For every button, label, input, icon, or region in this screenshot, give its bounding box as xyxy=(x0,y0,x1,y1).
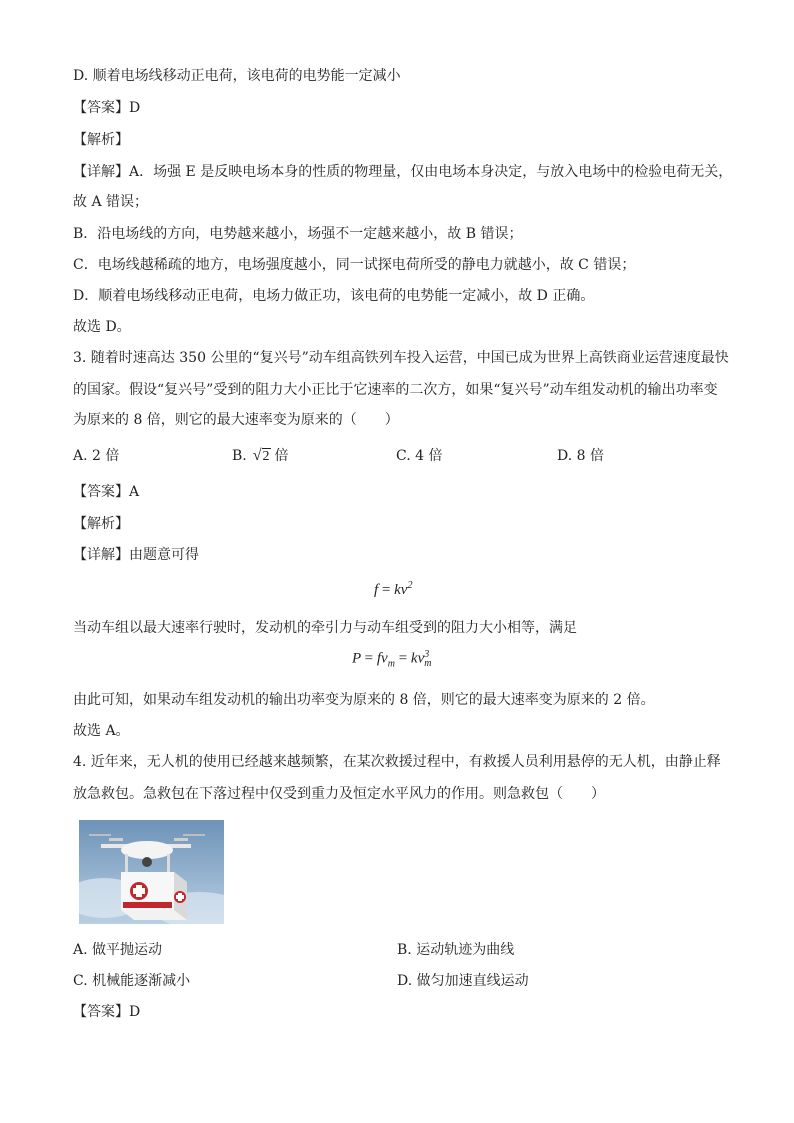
detail-line: B．沿电场线的方向，电势越来越小，场强不一定越来越小，故 B 错误； xyxy=(73,226,523,242)
q3-option-c: C. 4 倍 xyxy=(396,448,443,464)
eq-symbol: f xyxy=(374,582,379,598)
eq-symbol: fv xyxy=(376,650,388,667)
question-3-text: 为原来的 8 倍，则它的最大速率变为原来的（ ） xyxy=(73,412,399,428)
conclusion-line: 故选 D。 xyxy=(73,319,131,335)
eq-symbol: P xyxy=(352,650,361,667)
equation-power: $P = fv_m$ = kv 3 m xyxy=(352,649,432,670)
detail-line: 【详解】A．场强 E 是反映电场本身的性质的物理量，仅由电场本身决定，与放入电场中的检验电荷无关， xyxy=(73,164,733,180)
detail-line: C．电场线越稀疏的地方，电场强度越小，同一试探电荷所受的静电力就越小，故 C 错误； xyxy=(73,257,636,273)
question-3-text: 的国家。假设“复兴号”受到的阻力大小正比于它速率的二次方，如果“复兴号”动车组发动机的输出功率变 xyxy=(73,382,718,398)
eq-exponent: 2 xyxy=(407,580,413,591)
q4-option-b: B. 运动轨迹为曲线 xyxy=(397,942,515,958)
eq-exponent: 3 xyxy=(424,649,430,660)
eq-symbol: kv xyxy=(410,650,425,667)
option-d-line: D. 顺着电场线移动正电荷，该电荷的电势能一定减小 xyxy=(73,68,401,84)
question-4-text: 4. 近年来，无人机的使用已经越来越频繁，在某次救援过程中，有救援人员利用悬停的无人机，由静止释 xyxy=(73,754,721,770)
detail-line: 由此可知，如果动车组发动机的输出功率变为原来的 8 倍，则它的最大速率变为原来的 2 倍。 xyxy=(73,692,655,708)
sqrt-symbol: √2 xyxy=(252,447,270,464)
q3-option-b-label: B. xyxy=(232,448,247,464)
question-4-text: 放急救包。急救包在下落过程中仅受到重力及恒定水平风力的作用。则急救包（ ） xyxy=(73,786,605,802)
q3-option-a: A. 2 倍 xyxy=(73,448,120,464)
analysis-label: 【解析】 xyxy=(73,132,129,148)
conclusion-line: 故选 A。 xyxy=(73,723,130,739)
q4-option-c: C. 机械能逐渐减小 xyxy=(73,973,191,989)
detail-line: D．顺着电场线移动正电荷，电场力做正功，该电荷的电势能一定减小，故 D 正确。 xyxy=(73,288,595,304)
q3-option-b-unit: 倍 xyxy=(274,448,289,464)
eq-subscript: m xyxy=(387,658,395,670)
eq-symbol: kv xyxy=(394,582,408,598)
answer-label: 【答案】D xyxy=(73,100,141,116)
q3-option-b xyxy=(232,446,289,467)
question-3-text: 3. 随着时速高达 350 公里的“复兴号”动车组高铁列车投入运营，中国已成为世界上高铁商业运营速度最快 xyxy=(73,350,729,366)
q4-option-a: A. 做平抛运动 xyxy=(73,942,163,958)
equation-drag-force: $f = kv^2$ xyxy=(374,580,413,598)
detail-line: 当动车组以最大速率行驶时，发动机的牵引力与动车组受到的阻力大小相等，满足 xyxy=(73,620,577,636)
q4-option-d: D. 做匀加速直线运动 xyxy=(397,973,529,989)
detail-line: 【详解】由题意可得 xyxy=(73,547,199,563)
drone-image xyxy=(79,820,224,924)
answer-label: 【答案】D xyxy=(73,1004,141,1020)
answer-label: 【答案】A xyxy=(73,484,140,500)
analysis-label: 【解析】 xyxy=(73,516,129,532)
sqrt-radicand: 2 xyxy=(262,449,270,464)
detail-line: 故 A 错误； xyxy=(73,194,149,210)
eq-subscript: m xyxy=(424,658,432,669)
q3-option-d: D. 8 倍 xyxy=(557,448,604,464)
